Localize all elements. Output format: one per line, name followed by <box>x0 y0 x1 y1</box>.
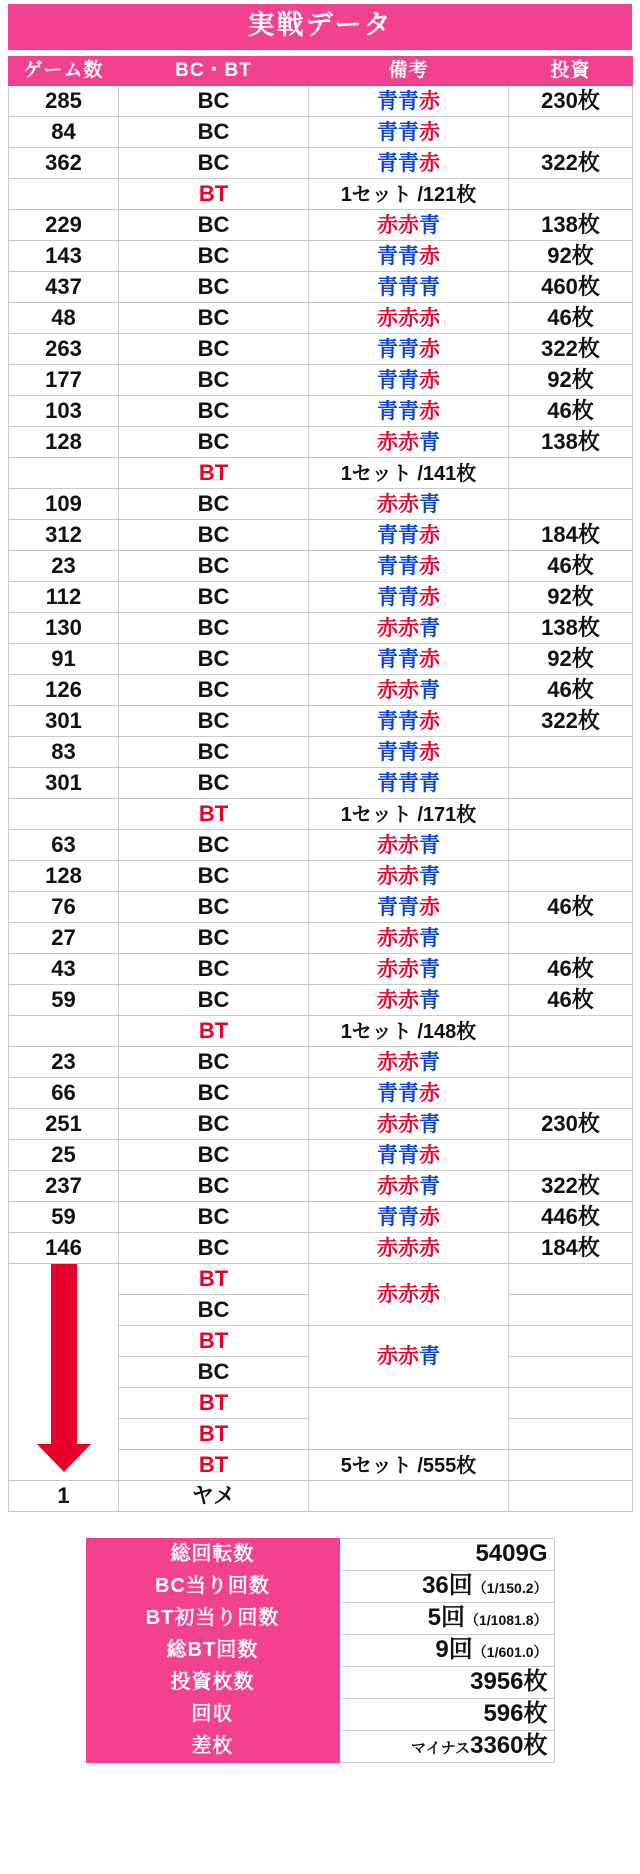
cell-bonus-type: BC <box>119 488 309 519</box>
cell-investment: 322枚 <box>509 1170 633 1201</box>
cell-investment <box>509 736 633 767</box>
cell-note: 赤赤青 <box>309 674 509 705</box>
table-header-row <box>9 56 633 85</box>
cell-game-count: 437 <box>9 271 119 302</box>
summary-value: 596枚 <box>339 1698 554 1730</box>
cell-investment: 46枚 <box>509 953 633 984</box>
cell-investment: 92枚 <box>509 364 633 395</box>
cell-investment <box>509 1356 633 1387</box>
cell-game-count: 91 <box>9 643 119 674</box>
cell-game-count: 301 <box>9 705 119 736</box>
cell-game-count: 103 <box>9 395 119 426</box>
table-row <box>9 333 633 364</box>
cell-note: 赤赤青 <box>309 1170 509 1201</box>
table-row <box>9 302 633 333</box>
cell-investment: 46枚 <box>509 674 633 705</box>
summary-label: 回収 <box>86 1698 339 1730</box>
summary-row <box>86 1666 554 1698</box>
cell-note: 赤赤赤 <box>309 1263 509 1325</box>
cell-investment: 46枚 <box>509 302 633 333</box>
table-row <box>9 519 633 550</box>
cell-investment <box>509 1015 633 1046</box>
cell-note: 青青赤 <box>309 550 509 581</box>
cell-investment: 46枚 <box>509 891 633 922</box>
cell-game-count: 59 <box>9 984 119 1015</box>
table-row <box>9 395 633 426</box>
cell-game-count: 128 <box>9 426 119 457</box>
summary-value: 5409G <box>339 1538 554 1570</box>
cell-game-count: 126 <box>9 674 119 705</box>
cell-investment <box>509 767 633 798</box>
cell-game-count: 128 <box>9 860 119 891</box>
summary-row <box>86 1698 554 1730</box>
table-row <box>9 705 633 736</box>
cell-investment: 446枚 <box>509 1201 633 1232</box>
table-row <box>9 457 633 488</box>
cell-game-count <box>9 798 119 829</box>
practical-data-table <box>8 56 633 1512</box>
column-header-note: 備考 <box>309 56 509 85</box>
cell-note: 1セット /171枚 <box>309 798 509 829</box>
cell-investment <box>509 178 633 209</box>
summary-row <box>86 1538 554 1570</box>
cell-note: 1セット /141枚 <box>309 457 509 488</box>
summary-row <box>86 1602 554 1634</box>
cell-bonus-type: BT <box>119 1325 309 1356</box>
table-row <box>9 1201 633 1232</box>
table-row-final <box>9 1480 633 1511</box>
cell-bonus-type: BC <box>119 519 309 550</box>
cell-investment: 138枚 <box>509 612 633 643</box>
cell-investment <box>509 829 633 860</box>
cell-note: 青青赤 <box>309 1201 509 1232</box>
summary-label: BC当り回数 <box>86 1570 339 1602</box>
cell-bonus-type: BC <box>119 1294 309 1325</box>
table-header <box>9 56 633 85</box>
cell-note: 青青赤 <box>309 705 509 736</box>
cell-note: 1セット /121枚 <box>309 178 509 209</box>
cell-game-count: 48 <box>9 302 119 333</box>
cell-bonus-type: BC <box>119 984 309 1015</box>
cell-bonus-type: BC <box>119 85 309 116</box>
summary-label: 総BT回数 <box>86 1634 339 1666</box>
cell-investment <box>509 1387 633 1418</box>
cell-investment <box>509 1480 633 1511</box>
cell-game-count: 130 <box>9 612 119 643</box>
cell-note: 青青赤 <box>309 364 509 395</box>
summary-value: 3956枚 <box>339 1666 554 1698</box>
table-row <box>9 984 633 1015</box>
cell-bonus-type: BC <box>119 922 309 953</box>
summary-value: 5回（1/1081.8） <box>339 1602 554 1634</box>
cell-bonus-type: BC <box>119 333 309 364</box>
cell-bonus-type: BC <box>119 1139 309 1170</box>
practical-data-page <box>0 4 640 1874</box>
column-header-bc-bt: BC・BT <box>119 56 309 85</box>
cell-game-count: 76 <box>9 891 119 922</box>
cell-note: 青青赤 <box>309 519 509 550</box>
cell-bonus-type: ヤメ <box>119 1480 309 1511</box>
table-body <box>9 85 633 1511</box>
cell-note: 赤赤赤 <box>309 302 509 333</box>
cell-bonus-type: BC <box>119 736 309 767</box>
cell-investment: 92枚 <box>509 581 633 612</box>
cell-game-count: 43 <box>9 953 119 984</box>
cell-bonus-type: BC <box>119 643 309 674</box>
table-row <box>9 1263 633 1294</box>
table-row <box>9 643 633 674</box>
table-row <box>9 85 633 116</box>
summary-label: 総回転数 <box>86 1538 339 1570</box>
summary-table <box>86 1538 555 1763</box>
table-row <box>9 488 633 519</box>
cell-note: 青青赤 <box>309 581 509 612</box>
cell-note: 赤赤青 <box>309 612 509 643</box>
cell-game-count: 301 <box>9 767 119 798</box>
cell-investment <box>509 1449 633 1480</box>
cell-bonus-type: BT <box>119 1015 309 1046</box>
cell-bonus-type: BT <box>119 1387 309 1418</box>
cell-bonus-type: BC <box>119 860 309 891</box>
cell-investment: 46枚 <box>509 550 633 581</box>
cell-note: 赤赤赤 <box>309 1232 509 1263</box>
table-row <box>9 550 633 581</box>
table-row <box>9 674 633 705</box>
cell-game-count: 23 <box>9 1046 119 1077</box>
cell-investment <box>509 116 633 147</box>
cell-bonus-type: BC <box>119 550 309 581</box>
cell-bonus-type: BC <box>119 1201 309 1232</box>
cell-bonus-type: BC <box>119 581 309 612</box>
table-row <box>9 1015 633 1046</box>
cell-note: 赤赤青 <box>309 984 509 1015</box>
cell-note: 青青赤 <box>309 85 509 116</box>
cell-bonus-type: BC <box>119 705 309 736</box>
table-row <box>9 116 633 147</box>
column-header-game-count: ゲーム数 <box>9 56 119 85</box>
down-arrow-icon <box>9 1263 119 1480</box>
table-row <box>9 1077 633 1108</box>
cell-investment: 184枚 <box>509 1232 633 1263</box>
cell-investment: 92枚 <box>509 240 633 271</box>
cell-note: 赤赤青 <box>309 860 509 891</box>
cell-game-count: 143 <box>9 240 119 271</box>
cell-game-count: 229 <box>9 209 119 240</box>
cell-game-count: 1 <box>9 1480 119 1511</box>
table-row <box>9 1232 633 1263</box>
table-row <box>9 1139 633 1170</box>
table-row <box>9 860 633 891</box>
cell-investment <box>509 1325 633 1356</box>
cell-game-count: 84 <box>9 116 119 147</box>
cell-game-count: 237 <box>9 1170 119 1201</box>
cell-note: 赤赤青 <box>309 488 509 519</box>
cell-bonus-type: BC <box>119 829 309 860</box>
cell-investment: 138枚 <box>509 209 633 240</box>
cell-game-count <box>9 1015 119 1046</box>
cell-bonus-type: BC <box>119 302 309 333</box>
cell-game-count: 59 <box>9 1201 119 1232</box>
cell-note: 赤赤青 <box>309 922 509 953</box>
summary-label: 差枚 <box>86 1730 339 1762</box>
cell-investment: 46枚 <box>509 395 633 426</box>
cell-investment: 184枚 <box>509 519 633 550</box>
table-row <box>9 426 633 457</box>
summary-row <box>86 1570 554 1602</box>
table-row <box>9 736 633 767</box>
table-row <box>9 891 633 922</box>
summary-value: 36回（1/150.2） <box>339 1570 554 1602</box>
cell-note: 赤赤青 <box>309 1108 509 1139</box>
cell-investment <box>509 1046 633 1077</box>
cell-game-count: 27 <box>9 922 119 953</box>
cell-note: 赤赤青 <box>309 1325 509 1387</box>
summary-label: 投資枚数 <box>86 1666 339 1698</box>
cell-investment <box>509 457 633 488</box>
cell-game-count: 23 <box>9 550 119 581</box>
cell-game-count: 83 <box>9 736 119 767</box>
cell-note: 青青赤 <box>309 891 509 922</box>
summary-row <box>86 1634 554 1666</box>
cell-investment: 230枚 <box>509 85 633 116</box>
table-row <box>9 922 633 953</box>
cell-note: 青青赤 <box>309 333 509 364</box>
table-row <box>9 147 633 178</box>
cell-bonus-type: BC <box>119 1170 309 1201</box>
table-row <box>9 612 633 643</box>
cell-bonus-type: BC <box>119 395 309 426</box>
cell-bonus-type: BC <box>119 891 309 922</box>
cell-game-count: 263 <box>9 333 119 364</box>
table-row <box>9 1046 633 1077</box>
cell-game-count: 66 <box>9 1077 119 1108</box>
cell-note: 赤赤青 <box>309 209 509 240</box>
table-row <box>9 767 633 798</box>
cell-investment <box>509 1077 633 1108</box>
cell-game-count <box>9 178 119 209</box>
cell-note: 赤赤青 <box>309 1046 509 1077</box>
cell-investment: 322枚 <box>509 147 633 178</box>
cell-bonus-type: BC <box>119 116 309 147</box>
cell-note: 赤赤青 <box>309 426 509 457</box>
cell-game-count <box>9 457 119 488</box>
summary-row <box>86 1730 554 1762</box>
cell-bonus-type: BC <box>119 1108 309 1139</box>
cell-investment <box>509 1418 633 1449</box>
table-row <box>9 581 633 612</box>
cell-bonus-type: BC <box>119 953 309 984</box>
cell-game-count: 285 <box>9 85 119 116</box>
column-header-investment: 投資 <box>509 56 633 85</box>
table-row <box>9 178 633 209</box>
cell-investment: 460枚 <box>509 271 633 302</box>
cell-game-count: 25 <box>9 1139 119 1170</box>
cell-bonus-type: BC <box>119 1356 309 1387</box>
cell-bonus-type: BT <box>119 1418 309 1449</box>
cell-note: 青青赤 <box>309 240 509 271</box>
cell-bonus-type: BC <box>119 271 309 302</box>
cell-investment: 230枚 <box>509 1108 633 1139</box>
cell-bonus-type: BC <box>119 674 309 705</box>
cell-investment <box>509 922 633 953</box>
cell-bonus-type: BC <box>119 767 309 798</box>
cell-bonus-type: BT <box>119 798 309 829</box>
cell-investment <box>509 798 633 829</box>
cell-bonus-type: BC <box>119 1232 309 1263</box>
table-row <box>9 953 633 984</box>
table-row <box>9 1108 633 1139</box>
summary-value: マイナス3360枚 <box>339 1730 554 1762</box>
cell-investment: 322枚 <box>509 705 633 736</box>
cell-bonus-type: BT <box>119 1449 309 1480</box>
cell-note: 青青赤 <box>309 147 509 178</box>
cell-bonus-type: BC <box>119 1046 309 1077</box>
table-row <box>9 1170 633 1201</box>
cell-bonus-type: BT <box>119 1263 309 1294</box>
summary-value: 9回（1/601.0） <box>339 1634 554 1666</box>
cell-note: 青青赤 <box>309 116 509 147</box>
table-row <box>9 798 633 829</box>
page-title: 実戦データ <box>8 4 632 50</box>
cell-game-count: 146 <box>9 1232 119 1263</box>
cell-note: 青青赤 <box>309 395 509 426</box>
cell-note: 赤赤青 <box>309 829 509 860</box>
cell-bonus-type: BC <box>119 1077 309 1108</box>
cell-note: 青青青 <box>309 767 509 798</box>
cell-bonus-type: BC <box>119 612 309 643</box>
table-row <box>9 829 633 860</box>
cell-note: 赤赤青 <box>309 953 509 984</box>
cell-bonus-type: BC <box>119 209 309 240</box>
cell-note <box>309 1387 509 1449</box>
table-row <box>9 240 633 271</box>
cell-game-count: 362 <box>9 147 119 178</box>
cell-note: 青青青 <box>309 271 509 302</box>
cell-note: 1セット /148枚 <box>309 1015 509 1046</box>
cell-investment: 46枚 <box>509 984 633 1015</box>
cell-game-count: 109 <box>9 488 119 519</box>
cell-note: 青青赤 <box>309 1139 509 1170</box>
cell-game-count: 251 <box>9 1108 119 1139</box>
cell-game-count: 312 <box>9 519 119 550</box>
cell-note: 青青赤 <box>309 643 509 674</box>
cell-note <box>309 1480 509 1511</box>
table-row <box>9 364 633 395</box>
cell-investment <box>509 1139 633 1170</box>
cell-investment <box>509 1263 633 1294</box>
table-row <box>9 209 633 240</box>
cell-game-count: 112 <box>9 581 119 612</box>
cell-bonus-type: BC <box>119 426 309 457</box>
cell-bonus-type: BT <box>119 457 309 488</box>
cell-note: 青青赤 <box>309 736 509 767</box>
cell-note: 青青赤 <box>309 1077 509 1108</box>
summary-label: BT初当り回数 <box>86 1602 339 1634</box>
table-row <box>9 271 633 302</box>
cell-investment <box>509 860 633 891</box>
cell-investment: 92枚 <box>509 643 633 674</box>
cell-investment <box>509 488 633 519</box>
cell-investment <box>509 1294 633 1325</box>
cell-bonus-type: BT <box>119 178 309 209</box>
cell-bonus-type: BC <box>119 147 309 178</box>
cell-investment: 322枚 <box>509 333 633 364</box>
cell-game-count: 63 <box>9 829 119 860</box>
summary-section <box>0 1538 640 1763</box>
cell-bonus-type: BC <box>119 364 309 395</box>
cell-investment: 138枚 <box>509 426 633 457</box>
cell-game-count: 177 <box>9 364 119 395</box>
cell-bonus-type: BC <box>119 240 309 271</box>
cell-note: 5セット /555枚 <box>309 1449 509 1480</box>
